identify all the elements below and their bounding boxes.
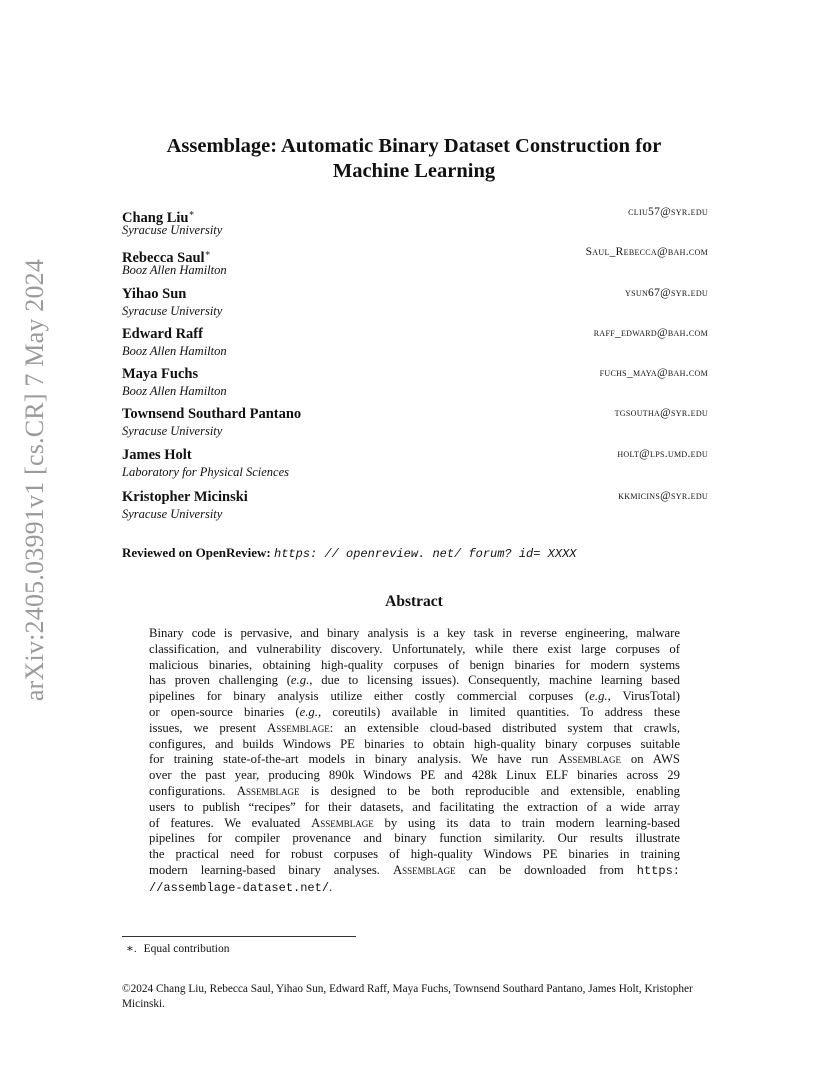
abstract-text: e.g. bbox=[589, 689, 608, 704]
abstract-text: , VirusTotal) bbox=[607, 689, 680, 704]
abstract-line bbox=[149, 658, 680, 674]
abstract-link[interactable]: //assemblage-dataset.net/ bbox=[149, 880, 330, 895]
abstract-text: . bbox=[329, 879, 333, 894]
title-line-2: Machine Learning bbox=[332, 160, 496, 182]
abstract-text: malicious binaries, obtaining high-quality corpuses of benign binaries for modern systems bbox=[149, 657, 680, 672]
abstract-text: e.g. bbox=[290, 673, 310, 688]
abstract-text: Binary code is pervasive, and binary analysis is a key task in reverse engineering, malware bbox=[149, 626, 680, 640]
paper-title bbox=[120, 134, 708, 184]
author-entry bbox=[122, 285, 708, 325]
abstract-line bbox=[149, 847, 680, 863]
author-entry bbox=[122, 325, 708, 365]
abstract-line bbox=[149, 721, 680, 737]
equal-contribution-mark: ∗ bbox=[204, 248, 211, 259]
abstract-line bbox=[149, 800, 680, 816]
author-name-text: James Holt bbox=[122, 446, 192, 463]
equal-contribution-mark: ∗ bbox=[188, 208, 195, 218]
review-link[interactable]: https: // openreview. net/ forum? id= XXXX bbox=[274, 547, 577, 561]
abstract-text: for training state-of-the-art models in binary analysis. We have run bbox=[149, 752, 559, 767]
abstract-text: on AWS bbox=[620, 752, 680, 767]
author-email[interactable]: tgsoutha@syr.edu bbox=[614, 407, 708, 420]
author-name-text: Townsend Southard Pantano bbox=[122, 406, 302, 423]
arxiv-identifier: arXiv:2405.03991v1 [cs.CR] 7 May 2024 bbox=[20, 258, 50, 702]
abstract-line bbox=[149, 752, 680, 768]
author-affiliation: Syracuse University bbox=[122, 223, 223, 237]
author-email[interactable]: holt@lps.umd.edu bbox=[617, 447, 708, 460]
title-line-1: Assemblage: Automatic Binary Dataset Construction for bbox=[166, 135, 662, 157]
footnote-mark: ∗. bbox=[126, 943, 137, 955]
abstract-line bbox=[149, 831, 680, 847]
author-entry bbox=[122, 244, 708, 284]
author-email[interactable]: fuchs_maya@bah.com bbox=[599, 367, 708, 380]
abstract-line bbox=[149, 863, 680, 880]
abstract-line bbox=[149, 689, 680, 705]
author-affiliation: Syracuse University bbox=[122, 424, 223, 439]
abstract-heading: Abstract bbox=[385, 593, 443, 610]
author-name-text: Maya Fuchs bbox=[122, 366, 199, 383]
abstract-text: e.g. bbox=[299, 704, 318, 719]
abstract-line bbox=[149, 705, 680, 721]
author-entry bbox=[122, 488, 708, 528]
author-affiliation: Booz Allen Hamilton bbox=[122, 263, 227, 278]
abstract-text: issues, we present bbox=[149, 720, 268, 735]
author-name bbox=[122, 405, 301, 423]
abstract-text: or open-source binaries ( bbox=[149, 704, 300, 719]
author-name-text: Chang Liu bbox=[122, 209, 189, 226]
abstract-text: pipelines for binary analysis utilize either costly commercial corpuses ( bbox=[149, 689, 590, 704]
abstract-text: Assemblage bbox=[311, 815, 374, 830]
abstract-text: Assemblage bbox=[236, 783, 300, 798]
copyright-notice: ©2024 Chang Liu, Rebecca Saul, Yihao Sun, Edward Raff, Maya Fuchs, Townsend Southard Pantano, James Holt, Kristopher Micinski. bbox=[122, 983, 693, 1010]
abstract-text: : an extensible cloud-based distributed system that crawls, bbox=[329, 720, 681, 735]
abstract-line bbox=[149, 673, 680, 689]
author-entry bbox=[122, 365, 708, 405]
abstract-text: the practical need for robust corpuses of high-quality Windows PE binaries in training bbox=[149, 847, 680, 862]
author-email[interactable]: kkmicins@syr.edu bbox=[618, 489, 708, 502]
abstract-text: , coreutils) available in limited quantities. To address these bbox=[317, 704, 680, 719]
author-name bbox=[122, 285, 186, 303]
author-affiliation: Booz Allen Hamilton bbox=[122, 384, 227, 399]
abstract-text: has proven challenging ( bbox=[149, 673, 291, 688]
abstract-text: Assemblage bbox=[392, 862, 456, 877]
abstract-text: Assemblage bbox=[558, 752, 621, 767]
abstract-text: , due to licensing issues). Consequently, machine learning based bbox=[309, 673, 680, 688]
author-entry bbox=[122, 405, 708, 445]
abstract-text: of features. We evaluated bbox=[149, 815, 312, 830]
author-name-text: Rebecca Saul bbox=[122, 250, 205, 267]
review-label: Reviewed on OpenReview: bbox=[122, 545, 271, 560]
author-email[interactable]: ysun67@syr.edu bbox=[625, 286, 708, 299]
author-name-text: Edward Raff bbox=[122, 325, 203, 342]
author-affiliation: Booz Allen Hamilton bbox=[122, 343, 227, 358]
author-list bbox=[122, 204, 708, 528]
abstract-text: configures, and builds Windows PE binaries to obtain high-quality binary corpuses suitable bbox=[149, 736, 680, 751]
author-name bbox=[122, 446, 192, 464]
arxiv-side-stamp bbox=[10, 258, 60, 702]
author-affiliation: Laboratory for Physical Sciences bbox=[122, 464, 289, 479]
author-email[interactable]: raff_edward@bah.com bbox=[593, 326, 708, 339]
author-affiliation: Syracuse University bbox=[122, 303, 223, 318]
abstract-line bbox=[149, 642, 680, 658]
abstract-line bbox=[149, 880, 680, 897]
abstract-text: Assemblage bbox=[267, 720, 330, 735]
author-name bbox=[122, 365, 198, 383]
author-email[interactable]: Saul_Rebecca@bah.com bbox=[585, 246, 708, 259]
author-name-text: Kristopher Micinski bbox=[122, 488, 248, 505]
abstract-line bbox=[149, 626, 680, 642]
author-name bbox=[122, 325, 203, 343]
abstract-line bbox=[149, 816, 680, 832]
abstract-text: classification, and vulnerability discovery. Unfortunately, while there exist large corpuses of bbox=[149, 641, 680, 656]
author-name-text: Yihao Sun bbox=[122, 285, 187, 302]
abstract-text: over the past year, producing 890k Windows PE and 428k Linux ELF binaries across 29 bbox=[149, 768, 680, 783]
review-note bbox=[122, 545, 576, 562]
abstract-text: users to publish “recipes” for their datasets, and facilitating the extraction of a wide array bbox=[149, 799, 680, 814]
abstract-line bbox=[149, 737, 680, 753]
abstract-text: modern learning-based binary analyses. bbox=[149, 862, 393, 877]
abstract-line bbox=[149, 784, 680, 800]
abstract-text: pipelines for compiler provenance and binary function similarity. Our results illustrate bbox=[149, 831, 680, 846]
author-email[interactable]: cliu57@syr.edu bbox=[628, 206, 708, 218]
author-entry bbox=[122, 446, 708, 488]
author-affiliation: Syracuse University bbox=[122, 506, 223, 521]
footnote-rule bbox=[122, 936, 356, 937]
author-entry bbox=[122, 204, 708, 244]
abstract-line bbox=[149, 768, 680, 784]
abstract-link[interactable]: https: bbox=[636, 863, 680, 878]
author-name bbox=[122, 488, 248, 506]
footnote bbox=[122, 941, 230, 955]
abstract-text: can be downloaded from bbox=[455, 862, 637, 877]
footnote-text: Equal contribution bbox=[143, 943, 230, 955]
abstract-text: configurations. bbox=[149, 783, 237, 798]
abstract-text: is designed to be both reproducible and extensible, enabling bbox=[299, 783, 680, 798]
abstract-body bbox=[149, 626, 680, 897]
abstract-text: by using its data to train modern learning-based bbox=[373, 815, 680, 830]
